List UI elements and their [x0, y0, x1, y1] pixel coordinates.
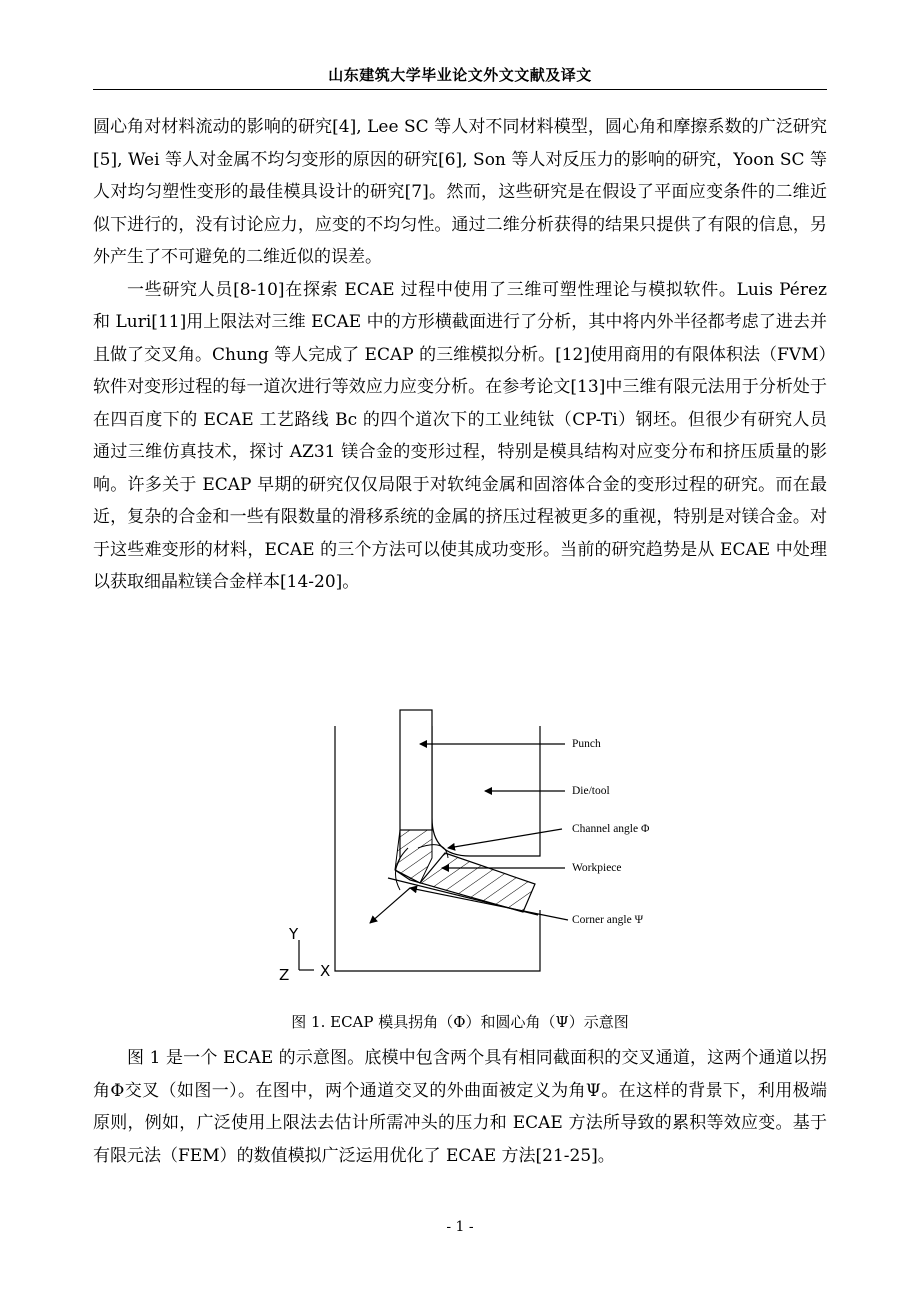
header-rule	[93, 89, 827, 90]
page-header: 山东建筑大学毕业论文外文文献及译文	[328, 66, 592, 84]
label-channel-angle: Channel angle Φ	[572, 823, 650, 835]
page-number: - 1 -	[446, 1219, 474, 1235]
corner-angle-arrow-2	[370, 888, 410, 923]
paragraph-2: 一些研究人员[8-10]在探索 ECAE 过程中使用了三维可塑性理论与模拟软件。Luis Pérez 和 Luri[11]用上限法对三维 ECAE 中的方形横截面进行了分析，其中将内外半径都考虑了进去并且做了交叉角。Chung 等人完成了 ECAP 的三维模拟分析。[12]使用商用的有限体积法（FVM）软件对变形过程的每一道次进行等效应力应变分析。在参考论文[13]中三维有限元法用于分析处于在四百度下的 ECAE 工艺路线 Bc 的四个道次下的工业纯钛（CP-Ti）钢坯。但很少有研究人员通过三维仿真技术，探讨 AZ31 镁合金的变形过程，特别是模具结构对应变分布和挤压质量的影响。许多关于 ECAP 早期的研究仅仅局限于对软纯金属和固溶体合金的变形过程的研究。而在最近，复杂的合金和一些有限数量的滑移系统的金属的挤压过程被更多的重视，特别是对镁合金。对于这些难变形的材料，ECAE 的三个方法可以使其成功变形。当前的研究趋势是从 ECAE 中处理以获取细晶粒镁合金样本[14-20]。	[93, 279, 827, 592]
ecap-diagram	[270, 708, 670, 993]
punch	[400, 710, 432, 830]
axis-label-z: Z	[279, 966, 290, 984]
axis-label-x: X	[320, 962, 331, 980]
label-die-tool: Die/tool	[572, 785, 610, 797]
channel-angle-arrow	[448, 829, 562, 848]
paragraph-1: 圆心角对材料流动的影响的研究[4], Lee SC 等人对不同材料模型，圆心角和摩擦系数的广泛研究[5], Wei 等人对金属不均匀变形的原因的研究[6], Son 等人对反压力的影响的研究，Yoon SC 等人对均匀塑性变形的最佳模具设计的研究[7]。然而，这些研究是在假设了平面应变条件的二维近似下进行的，没有讨论应力，应变的不均匀性。通过二维分析获得的结果只提供了有限的信息，另外产生了不可避免的二维近似的误差。	[93, 117, 827, 267]
figure-caption: 图 1. ECAP 模具拐角（Φ）和圆心角（Ψ）示意图	[291, 1013, 629, 1031]
label-workpiece: Workpiece	[572, 862, 622, 874]
label-punch: Punch	[572, 738, 601, 750]
label-corner-angle: Corner angle Ψ	[572, 914, 644, 926]
die-outline	[335, 726, 540, 971]
body-text-bottom	[93, 1042, 827, 1172]
ecap-figure	[270, 708, 670, 993]
axis-label-y: Y	[289, 925, 299, 943]
paragraph-3: 图 1 是一个 ECAE 的示意图。底模中包含两个具有相同截面积的交叉通道，这两个通道以拐角Φ交叉（如图一）。在图中，两个通道交叉的外曲面被定义为角Ψ。在这样的背景下，利用极端原则，例如，广泛使用上限法去估计所需冲头的压力和 ECAE 方法所导致的累积等效应变。基于有限元法（FEM）的数值模拟广泛运用优化了 ECAE 方法[21-25]。	[93, 1048, 827, 1166]
body-text-top	[93, 111, 827, 599]
